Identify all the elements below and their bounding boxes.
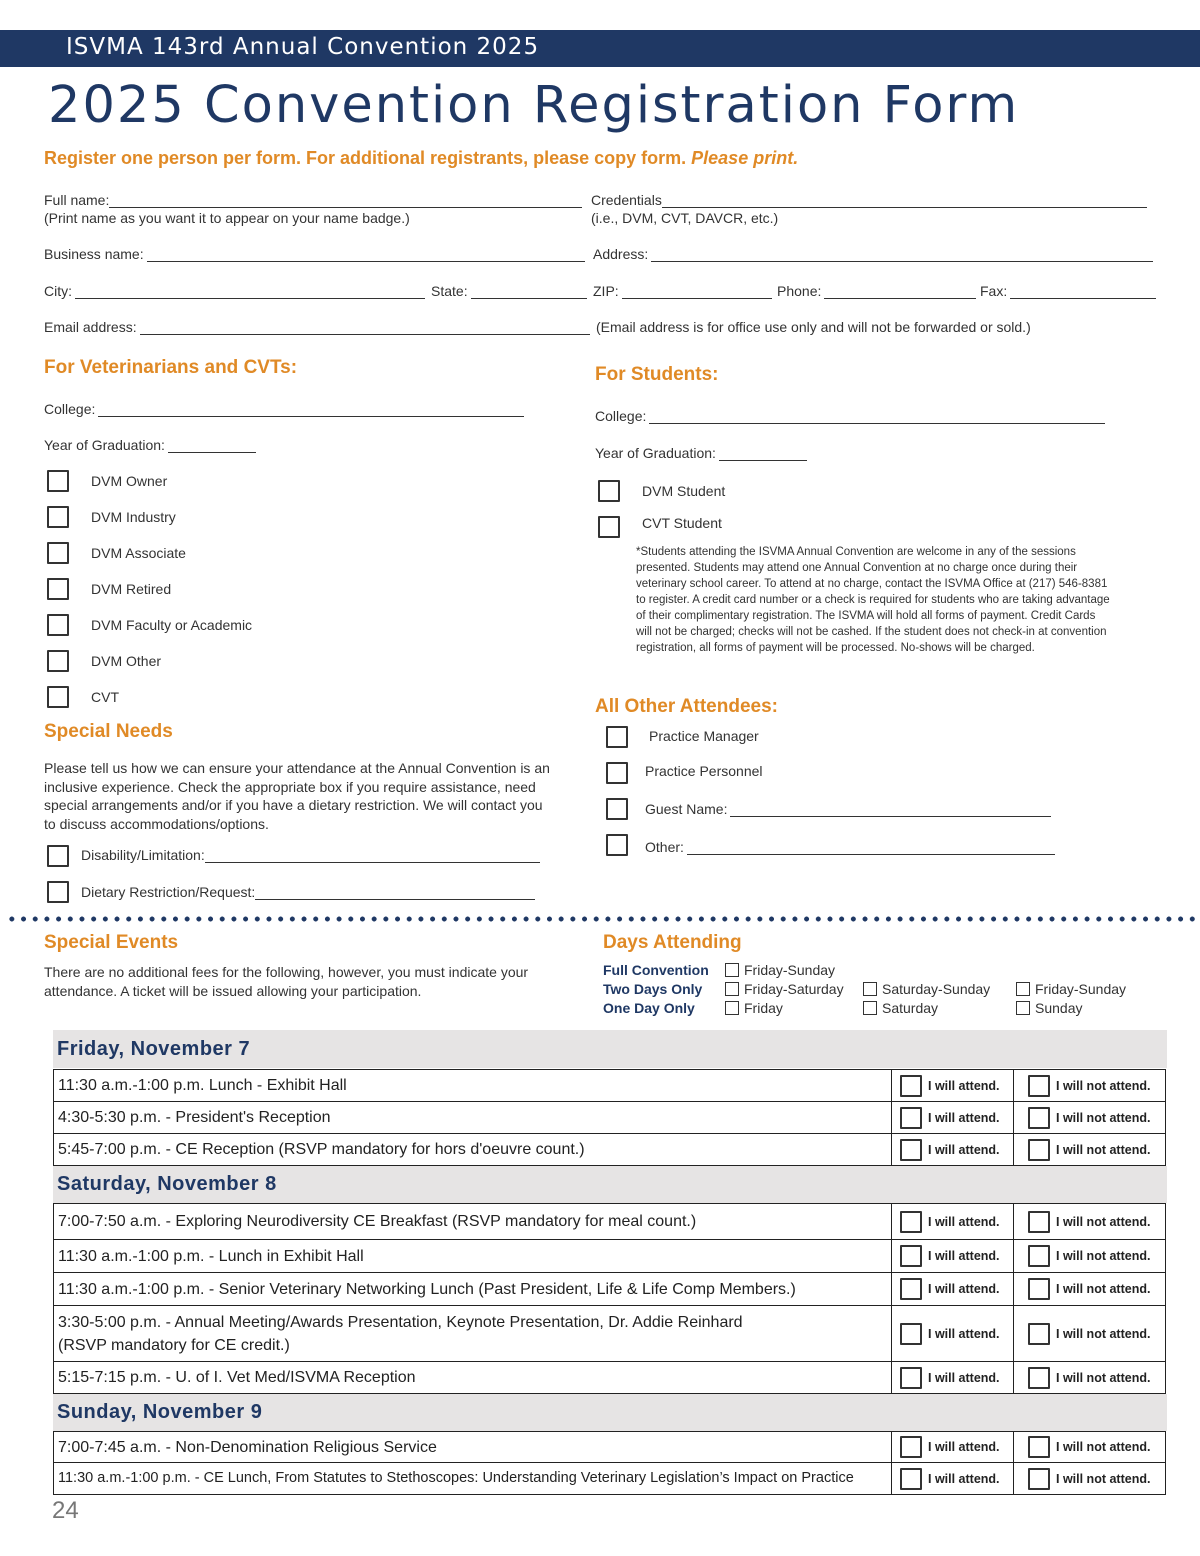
- two-sat-sun-checkbox[interactable]: [863, 982, 877, 996]
- event-description: 11:30 a.m.-1:00 p.m. - Lunch in Exhibit Hall: [54, 1240, 892, 1272]
- will-not-attend-option[interactable]: I will not attend.: [1014, 1070, 1165, 1101]
- dvm-other-checkbox[interactable]: [47, 650, 69, 672]
- will-attend-checkbox[interactable]: [900, 1107, 922, 1129]
- will-not-attend-option[interactable]: I will not attend.: [1014, 1273, 1165, 1305]
- will-attend-option[interactable]: I will attend.: [892, 1273, 1014, 1305]
- event-description: 7:00-7:45 a.m. - Non-Denomination Religious Service: [54, 1432, 892, 1462]
- will-not-attend-checkbox[interactable]: [1028, 1323, 1050, 1345]
- cvt-student-checkbox[interactable]: [598, 516, 620, 538]
- days-attending-heading: Days Attending: [603, 932, 742, 953]
- event-row: [53, 1203, 1166, 1240]
- other-attendees-heading: All Other Attendees:: [595, 696, 778, 717]
- will-attend-option[interactable]: I will attend.: [892, 1134, 1014, 1165]
- will-attend-option[interactable]: I will attend.: [892, 1204, 1014, 1239]
- vet-graduation-year-field[interactable]: Year of Graduation:: [44, 437, 256, 453]
- full-fri-sun-checkbox[interactable]: [725, 963, 739, 977]
- credentials-field[interactable]: Credentials: [591, 192, 1147, 208]
- cvt-student-label: CVT Student: [642, 515, 722, 531]
- disability-field[interactable]: Disability/Limitation:: [81, 847, 540, 863]
- will-not-attend-checkbox[interactable]: [1028, 1075, 1050, 1097]
- dvm-student-checkbox[interactable]: [598, 480, 620, 502]
- will-not-attend-option[interactable]: I will not attend.: [1014, 1240, 1165, 1272]
- cvt-checkbox[interactable]: [47, 686, 69, 708]
- two-fri-sat-option[interactable]: Friday-Saturday: [725, 981, 844, 997]
- special-events-heading: Special Events: [44, 932, 179, 953]
- full-convention-label: Full Convention: [603, 962, 709, 978]
- email-field[interactable]: Email address:: [44, 319, 590, 335]
- vets-heading: For Veterinarians and CVTs:: [44, 357, 298, 378]
- credentials-note: (i.e., DVM, CVT, DAVCR, etc.): [591, 210, 779, 226]
- will-not-attend-checkbox[interactable]: [1028, 1107, 1050, 1129]
- event-description-line-2: (RSVP mandatory for CE credit.): [58, 1336, 290, 1354]
- will-attend-option[interactable]: I will attend.: [892, 1240, 1014, 1272]
- will-attend-checkbox[interactable]: [900, 1139, 922, 1161]
- will-not-attend-option[interactable]: I will not attend.: [1014, 1463, 1165, 1494]
- event-description: 5:45-7:00 p.m. - CE Reception (RSVP mandatory for hors d'oeuvre count.): [54, 1134, 892, 1165]
- special-needs-heading: Special Needs: [44, 721, 173, 742]
- will-attend-checkbox[interactable]: [900, 1211, 922, 1233]
- practice-personnel-label: Practice Personnel: [645, 763, 763, 779]
- one-day-label: One Day Only: [603, 1000, 695, 1016]
- page-title: 2025 Convention Registration Form: [48, 76, 1020, 135]
- event-row: [53, 1305, 1166, 1362]
- will-attend-checkbox[interactable]: [900, 1278, 922, 1300]
- will-attend-option[interactable]: I will attend.: [892, 1102, 1014, 1133]
- section-divider: [6, 916, 1196, 922]
- state-field[interactable]: State:: [431, 283, 587, 299]
- event-row: [53, 1101, 1166, 1134]
- two-fri-sun-option[interactable]: Friday-Sunday: [1016, 981, 1126, 997]
- student-note: *Students attending the ISVMA Annual Convention are welcome in any of the sessions presented. Students may attend one Annual Convention at no charge once during their veterinary school career. To attend at no charge, contact the ISVMA Office at (217) 546-8381 to register. A credit card number or a check is required for students who are taking advantage of their complimentary registration. The ISVMA will hold all forms of payment. Credit Cards will not be charged; checks will not be cashed. If the student does not check-in at convention registration, all forms of payment will be processed. No-shows will be charged.: [636, 546, 1110, 654]
- friday-header: Friday, November 7: [53, 1030, 1167, 1068]
- event-row: [53, 1069, 1166, 1102]
- dvm-associate-checkbox[interactable]: [47, 542, 69, 564]
- will-not-attend-option[interactable]: I will not attend.: [1014, 1432, 1165, 1462]
- two-fri-sun-checkbox[interactable]: [1016, 982, 1030, 996]
- students-heading: For Students:: [595, 364, 719, 385]
- one-saturday-option[interactable]: Saturday: [863, 1000, 938, 1016]
- event-row: [53, 1272, 1166, 1306]
- full-name-field[interactable]: Full name:: [44, 192, 582, 208]
- will-not-attend-option[interactable]: I will not attend.: [1014, 1306, 1165, 1361]
- event-description: 11:30 a.m.-1:00 p.m. - CE Lunch, From Statutes to Stethoscopes: Understanding Veterinary Legislation’s Impact on Practice: [54, 1463, 892, 1494]
- one-sunday-checkbox[interactable]: [1016, 1001, 1030, 1015]
- will-attend-checkbox[interactable]: [900, 1075, 922, 1097]
- fax-field[interactable]: Fax:: [980, 283, 1156, 299]
- other-checkbox[interactable]: [606, 834, 628, 856]
- special-events-text: There are no additional fees for the following, however, you must indicate your attendance. A ticket will be issued allowing your participation.: [44, 964, 529, 999]
- event-row: [53, 1431, 1166, 1463]
- will-not-attend-option[interactable]: I will not attend.: [1014, 1134, 1165, 1165]
- will-attend-option[interactable]: I will attend.: [892, 1463, 1014, 1494]
- saturday-header: Saturday, November 8: [53, 1166, 1167, 1203]
- full-fri-sun-option[interactable]: Friday-Sunday: [725, 962, 835, 978]
- page-number: 24: [52, 1497, 79, 1524]
- instructions: Register one person per form. For additional registrants, please copy form. Please print.: [44, 148, 799, 168]
- event-row: [53, 1462, 1166, 1495]
- banner-text: ISVMA 143rd Annual Convention 2025: [66, 34, 540, 60]
- cvt-label: CVT: [91, 689, 119, 705]
- will-not-attend-checkbox[interactable]: [1028, 1211, 1050, 1233]
- dietary-field[interactable]: Dietary Restriction/Request:: [81, 884, 535, 900]
- will-not-attend-checkbox[interactable]: [1028, 1245, 1050, 1267]
- will-attend-checkbox[interactable]: [900, 1323, 922, 1345]
- event-description: 5:15-7:15 p.m. - U. of I. Vet Med/ISVMA Reception: [54, 1362, 892, 1393]
- phone-field[interactable]: Phone:: [777, 283, 976, 299]
- two-fri-sat-checkbox[interactable]: [725, 982, 739, 996]
- dvm-industry-checkbox[interactable]: [47, 506, 69, 528]
- will-attend-option[interactable]: I will attend.: [892, 1362, 1014, 1393]
- city-field[interactable]: City:: [44, 283, 425, 299]
- will-not-attend-option[interactable]: I will not attend.: [1014, 1204, 1165, 1239]
- will-not-attend-checkbox[interactable]: [1028, 1139, 1050, 1161]
- dvm-faculty-label: DVM Faculty or Academic: [91, 617, 253, 633]
- will-attend-option[interactable]: I will attend.: [892, 1306, 1014, 1361]
- will-not-attend-checkbox[interactable]: [1028, 1468, 1050, 1490]
- event-row: [53, 1239, 1166, 1273]
- will-not-attend-checkbox[interactable]: [1028, 1436, 1050, 1458]
- will-not-attend-checkbox[interactable]: [1028, 1367, 1050, 1389]
- one-saturday-checkbox[interactable]: [863, 1001, 877, 1015]
- full-name-note: (Print name as you want it to appear on your name badge.): [44, 210, 410, 226]
- one-friday-option[interactable]: Friday: [725, 1000, 783, 1016]
- dvm-faculty-checkbox[interactable]: [47, 614, 69, 636]
- two-days-label: Two Days Only: [603, 981, 703, 997]
- disability-checkbox[interactable]: [47, 845, 69, 867]
- event-description: [54, 1306, 892, 1361]
- student-college-field[interactable]: College:: [595, 408, 1105, 424]
- business-name-field[interactable]: Business name:: [44, 246, 585, 262]
- guest-checkbox[interactable]: [606, 798, 628, 820]
- zip-field[interactable]: ZIP:: [593, 283, 772, 299]
- event-description: 4:30-5:30 p.m. - President's Reception: [54, 1102, 892, 1133]
- dvm-owner-label: DVM Owner: [91, 473, 168, 489]
- special-needs-text: Please tell us how we can ensure your attendance at the Annual Convention is an inclusive experience. Check the appropriate box if you require assistance, need special arrangements and/or if you have a dietary restriction. We will contact you to discuss accommodations/options.: [44, 760, 550, 832]
- will-not-attend-checkbox[interactable]: [1028, 1278, 1050, 1300]
- event-row: [53, 1133, 1166, 1166]
- guest-name-field[interactable]: Guest Name:: [645, 801, 1051, 817]
- two-sat-sun-option[interactable]: Saturday-Sunday: [863, 981, 990, 997]
- event-row: [53, 1361, 1166, 1394]
- dvm-retired-checkbox[interactable]: [47, 578, 69, 600]
- event-description: 7:00-7:50 a.m. - Exploring Neurodiversity CE Breakfast (RSVP mandatory for meal count.): [54, 1204, 892, 1239]
- event-description-line-1: 3:30-5:00 p.m. - Annual Meeting/Awards Presentation, Keynote Presentation, Dr. Addie Reinhard: [58, 1313, 743, 1331]
- email-note: (Email address is for office use only and will not be forwarded or sold.): [596, 319, 1031, 335]
- will-not-attend-option[interactable]: I will not attend.: [1014, 1362, 1165, 1393]
- will-not-attend-option[interactable]: I will not attend.: [1014, 1102, 1165, 1133]
- address-field[interactable]: Address:: [593, 246, 1153, 262]
- dvm-industry-label: DVM Industry: [91, 509, 176, 525]
- dvm-other-label: DVM Other: [91, 653, 162, 669]
- vet-college-field[interactable]: College:: [44, 401, 524, 417]
- will-attend-option[interactable]: I will attend.: [892, 1070, 1014, 1101]
- dvm-student-label: DVM Student: [642, 483, 726, 499]
- practice-manager-checkbox[interactable]: [606, 726, 628, 748]
- will-attend-checkbox[interactable]: [900, 1468, 922, 1490]
- event-description: 11:30 a.m.-1:00 p.m. Lunch - Exhibit Hall: [54, 1070, 892, 1101]
- sunday-header: Sunday, November 9: [53, 1394, 1167, 1431]
- dvm-associate-label: DVM Associate: [91, 545, 186, 561]
- will-attend-checkbox[interactable]: [900, 1436, 922, 1458]
- other-field[interactable]: Other:: [645, 839, 1055, 855]
- will-attend-checkbox[interactable]: [900, 1367, 922, 1389]
- dvm-owner-checkbox[interactable]: [47, 470, 69, 492]
- dietary-checkbox[interactable]: [47, 881, 69, 903]
- one-sunday-option[interactable]: Sunday: [1016, 1000, 1082, 1016]
- student-graduation-year-field[interactable]: Year of Graduation:: [595, 445, 807, 461]
- one-friday-checkbox[interactable]: [725, 1001, 739, 1015]
- practice-manager-label: Practice Manager: [649, 728, 759, 744]
- will-attend-option[interactable]: I will attend.: [892, 1432, 1014, 1462]
- practice-personnel-checkbox[interactable]: [606, 762, 628, 784]
- will-attend-checkbox[interactable]: [900, 1245, 922, 1267]
- dvm-retired-label: DVM Retired: [91, 581, 172, 597]
- event-description: 11:30 a.m.-1:00 p.m. - Senior Veterinary Networking Lunch (Past President, Life & Life Comp Members.): [54, 1273, 892, 1305]
